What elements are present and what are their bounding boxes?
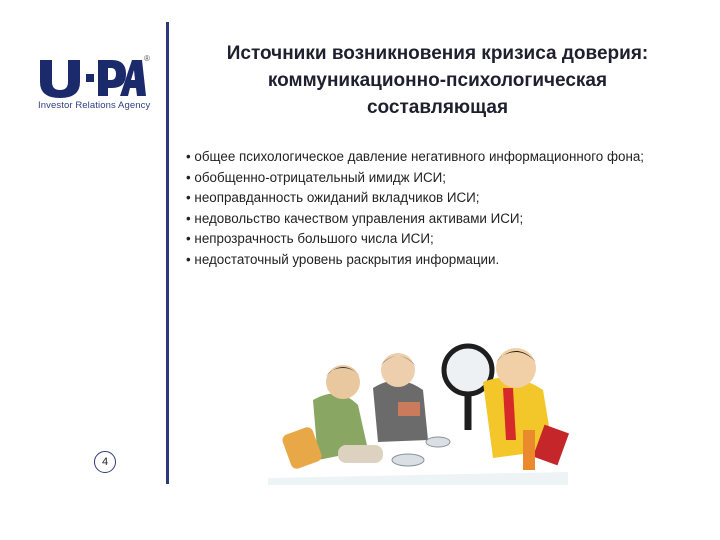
registered-mark: ® xyxy=(144,54,150,63)
list-item: • общее психологическое давление негативного информационного фона; xyxy=(186,147,686,168)
title-line: коммуникационно-психологическая xyxy=(267,70,608,91)
company-logo xyxy=(36,50,156,120)
bullet-list xyxy=(186,147,686,270)
list-item: • обобщенно-отрицательный имидж ИСИ; xyxy=(186,168,686,189)
logo-tagline: Investor Relations Agency xyxy=(38,100,151,111)
list-item: • недовольство качеством управления активами ИСИ; xyxy=(186,209,686,230)
list-item: • неоправданность ожиданий вкладчиков ИСИ; xyxy=(186,188,686,209)
title-line: Источники возникновения кризиса доверия: xyxy=(226,43,649,64)
slide-title xyxy=(185,40,690,121)
list-item: • недостаточный уровень раскрытия информации. xyxy=(186,250,686,271)
company-logo-icon xyxy=(36,50,146,98)
cartoon-illustration xyxy=(258,310,578,485)
page-number: 4 xyxy=(94,451,116,473)
title-line: составляющая xyxy=(366,97,509,118)
list-item: • непрозрачность большого числа ИСИ; xyxy=(186,229,686,250)
vertical-divider xyxy=(166,22,169,484)
